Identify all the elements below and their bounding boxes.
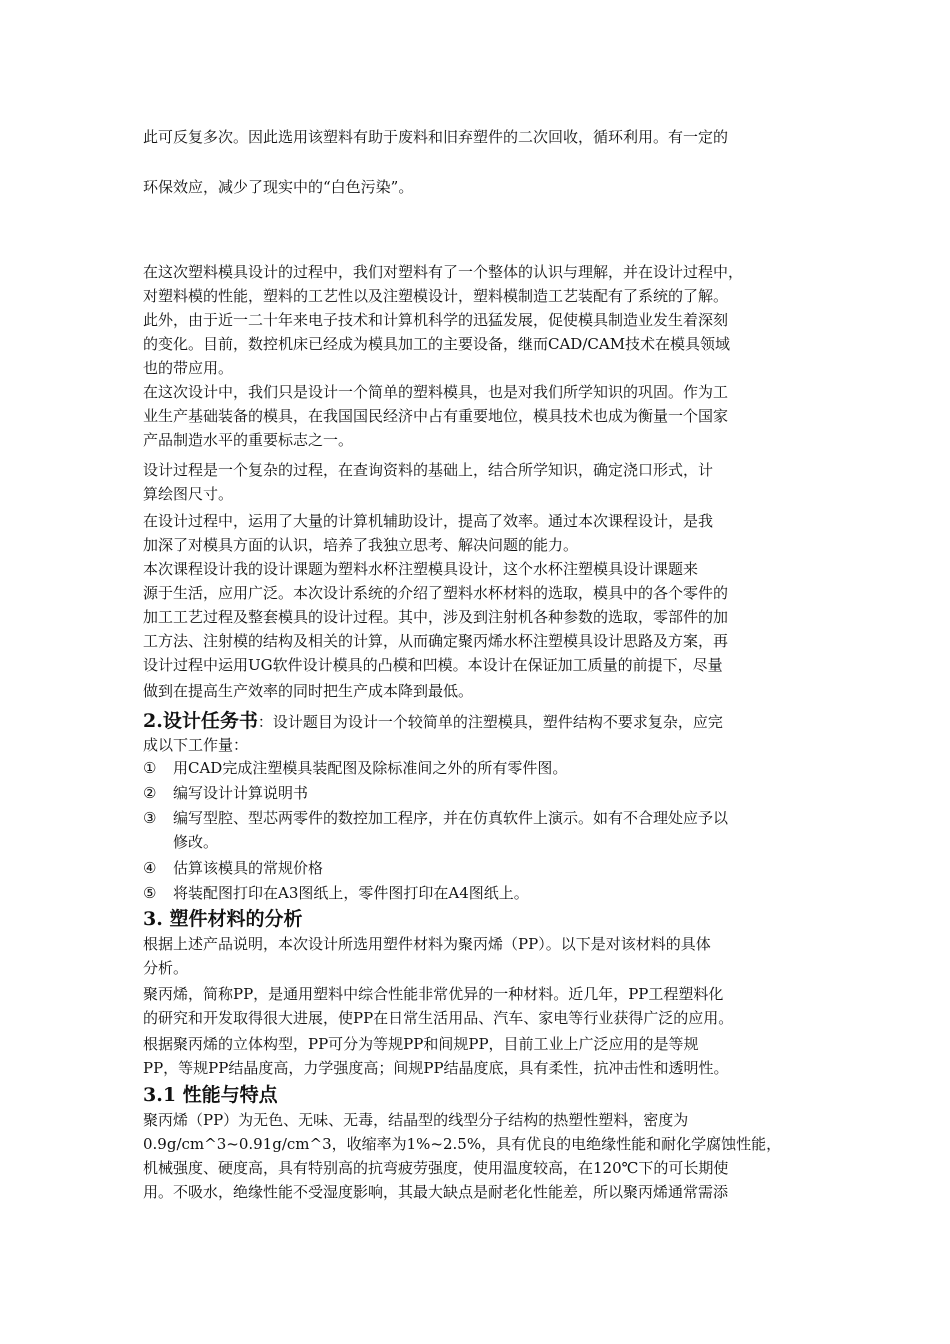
- paragraph-line: 业生产基础装备的模具，在我国国民经济中占有重要地位，模具技术也成为衡量一个国家: [143, 407, 729, 425]
- paragraph-line: 聚丙烯（PP）为无色、无味、无毒，结晶型的线型分子结构的热塑性塑料，密度为: [143, 1111, 689, 1129]
- paragraph-line: 在这次塑料模具设计的过程中，我们对塑料有了一个整体的认识与理解，并在设计过程中，: [143, 263, 744, 281]
- paragraph-line: 工方法、注射模的结构及相关的计算，从而确定聚丙烯水杯注塑模具设计思路及方案，再: [143, 632, 729, 650]
- list-item: [143, 882, 529, 903]
- list-item: [143, 782, 308, 803]
- section-2-intro: [143, 706, 723, 733]
- paragraph-line: 的变化。目前，数控机床已经成为模具加工的主要设备，继而CAD/CAM技术在模具领域: [143, 335, 731, 353]
- list-text: 估算该模具的常规价格: [173, 859, 324, 877]
- paragraph-line: 根据上述产品说明，本次设计所选用塑件材料为聚丙烯（PP）。以下是对该材料的具体: [143, 935, 711, 953]
- list-number: ③: [143, 809, 157, 827]
- paragraph-line: 做到在提高生产效率的同时把生产成本降到最低。: [143, 682, 474, 700]
- paragraph-line: 对塑料模的性能，塑料的工艺性以及注塑模设计，塑料模制造工艺装配有了系统的了解。: [143, 287, 729, 305]
- paragraph-line: 加工工艺过程及整套模具的设计过程。其中，涉及到注射机各种参数的选取，零部件的加: [143, 608, 729, 626]
- paragraph-line: 设计过程是一个复杂的过程，在查询资料的基础上，结合所学知识，确定浇口形式，计: [143, 461, 714, 479]
- paragraph-line: 本次课程设计我的设计课题为塑料水杯注塑模具设计，这个水杯注塑模具设计课题来: [143, 560, 699, 578]
- paragraph-line: 产品制造水平的重要标志之一。: [143, 431, 354, 449]
- paragraph-line: 成以下工作量：: [143, 736, 249, 754]
- section-2-heading: 2.设计任务书: [143, 710, 258, 732]
- paragraph-line: 的研究和开发取得很大进展，使PP在日常生活用品、汽车、家电等行业获得广泛的应用。: [143, 1009, 734, 1027]
- paragraph-line: 此外，由于近一二十年来电子技术和计算机科学的迅猛发展，促使模具制造业发生着深刻: [143, 311, 729, 329]
- section-3-1-heading: 3.1 性能与特点: [143, 1084, 278, 1106]
- list-number: ⑤: [143, 884, 157, 902]
- paragraph-line: 在这次设计中，我们只是设计一个简单的塑料模具，也是对我们所学知识的巩固。作为工: [143, 383, 729, 401]
- list-item: [143, 807, 728, 828]
- paragraph-line: 此可反复多次。因此选用该塑料有助于废料和旧弃塑件的二次回收，循环利用。有一定的: [143, 128, 729, 146]
- section-2-intro-text: ：设计题目为设计一个较简单的注塑模具，塑件结构不要求复杂，应完: [257, 713, 723, 731]
- paragraph-line: 源于生活，应用广泛。本次设计系统的介绍了塑料水杯材料的选取，模具中的各个零件的: [143, 584, 729, 602]
- paragraph-line: 算绘图尺寸。: [143, 485, 234, 503]
- list-item: [143, 857, 323, 878]
- list-item: [143, 831, 218, 852]
- list-text: 编写型腔、型芯两零件的数控加工程序，并在仿真软件上演示。如有不合理处应予以: [173, 809, 729, 827]
- paragraph-line: 根据聚丙烯的立体构型，PP可分为等规PP和间规PP，目前工业上广泛应用的是等规: [143, 1035, 699, 1053]
- paragraph-line: 设计过程中运用UG软件设计模具的凸模和凹模。本设计在保证加工质量的前提下，尽量: [143, 656, 723, 674]
- list-text: 用CAD完成注塑模具装配图及除标准间之外的所有零件图。: [173, 759, 568, 777]
- paragraph-line: 分析。: [143, 959, 189, 977]
- list-text: 修改。: [173, 833, 219, 851]
- paragraph-line: 也的带应用。: [143, 359, 234, 377]
- paragraph-line: 环保效应，减少了现实中的“白色污染”。: [143, 178, 414, 196]
- paragraph-line: 在设计过程中，运用了大量的计算机辅助设计，提高了效率。通过本次课程设计，是我: [143, 512, 714, 530]
- section-3-heading: 3. 塑件材料的分析: [143, 908, 303, 930]
- list-text: 将装配图打印在A3图纸上，零件图打印在A4图纸上。: [173, 884, 529, 902]
- list-number: ②: [143, 784, 157, 802]
- paragraph-line: 机械强度、硬度高，具有特别高的抗弯疲劳强度，使用温度较高，在120℃下的可长期使: [143, 1159, 729, 1177]
- list-number: ④: [143, 859, 157, 877]
- paragraph-line: 0.9g/cm^3~0.91g/cm^3，收缩率为1%~2.5%，具有优良的电绝缘性能和耐化学腐蚀性能，: [143, 1135, 782, 1153]
- paragraph-line: PP，等规PP结晶度高，力学强度高；间规PP结晶度底，具有柔性，抗冲击性和透明性。: [143, 1059, 729, 1077]
- list-number: ①: [143, 759, 157, 777]
- list-text: 编写设计计算说明书: [173, 784, 309, 802]
- paragraph-line: 聚丙烯，简称PP，是通用塑料中综合性能非常优异的一种材料。近几年，PP工程塑料化: [143, 985, 724, 1003]
- list-item: [143, 757, 567, 778]
- paragraph-line: 加深了对模具方面的认识，培养了我独立思考、解决问题的能力。: [143, 536, 579, 554]
- paragraph-line: 用。不吸水，绝缘性能不受湿度影响，其最大缺点是耐老化性能差，所以聚丙烯通常需添: [143, 1183, 729, 1201]
